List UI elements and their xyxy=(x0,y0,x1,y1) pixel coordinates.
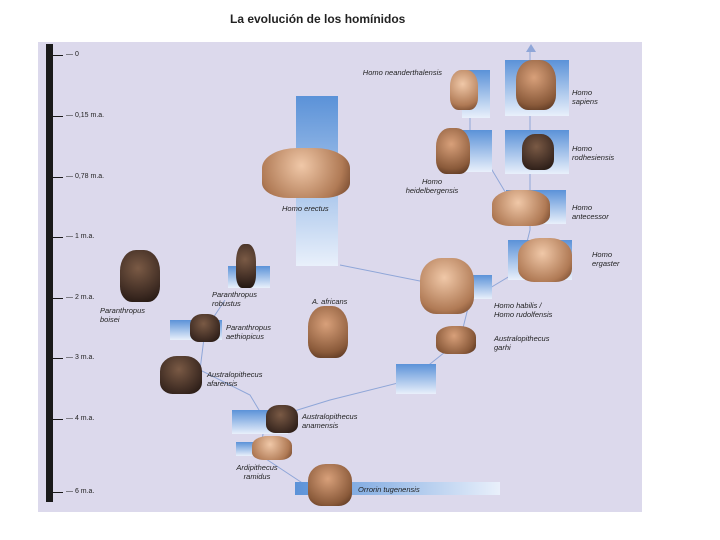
label-aethiopicus-line1: Paranthropus xyxy=(226,323,272,332)
label-anamensis-line1: Australopithecus xyxy=(302,412,358,421)
tick-label: — 0 xyxy=(66,51,79,58)
label-robustus xyxy=(212,290,257,308)
label-habilis-line1: Homo habilis / xyxy=(494,301,542,310)
label-antecessor-line2: antecessor xyxy=(572,212,609,221)
label-sapiens-line2: sapiens xyxy=(572,97,598,106)
label-garhi xyxy=(494,334,549,352)
label-afarensis-line2: afarensis xyxy=(207,379,238,388)
habilis-figure xyxy=(420,258,474,314)
label-ergaster-line2: ergaster xyxy=(592,259,620,268)
erectus-scene xyxy=(262,148,350,198)
label-robustus-line1: Paranthropus xyxy=(212,290,258,299)
antecessor-figure xyxy=(492,190,550,226)
neanderthal-figure xyxy=(450,70,478,110)
label-boisei-line2: boisei xyxy=(100,315,120,324)
label-ergaster-line1: Homo xyxy=(592,250,613,259)
label-ergaster xyxy=(592,250,620,268)
label-afarensis xyxy=(207,370,262,388)
label-ramidus-line1: Ardipithecus xyxy=(236,463,278,472)
tick-label: — 2 m.a. xyxy=(66,294,95,301)
diagram-title: La evolución de los homínidos xyxy=(230,12,406,26)
aethiopicus-figure xyxy=(190,314,220,342)
label-ramidus xyxy=(222,463,292,481)
label-habilis xyxy=(494,301,552,319)
robustus-figure xyxy=(236,244,256,288)
label-sapiens-line1: Homo xyxy=(572,88,593,97)
tugenensis-figure xyxy=(308,464,352,506)
heidelbergensis-figure xyxy=(436,128,470,174)
label-aethiopicus xyxy=(226,323,271,341)
sapiens-figure xyxy=(516,60,556,110)
label-anamensis xyxy=(302,412,357,430)
tick-label: — 1 m.a. xyxy=(66,233,95,240)
label-boisei xyxy=(100,306,145,324)
tick-label: — 0,78 m.a. xyxy=(66,173,105,180)
label-habilis-line2: Homo rudolfensis xyxy=(494,310,553,319)
label-erectus: Homo erectus xyxy=(282,204,329,213)
label-afarensis-line1: Australopithecus xyxy=(207,370,263,379)
label-heidelbergensis-line2: heidelbergensis xyxy=(405,186,459,195)
tick-label: — 4 m.a. xyxy=(66,415,95,422)
label-rhodesiensis xyxy=(572,144,614,162)
anamensis-figure xyxy=(266,405,298,433)
rhodesiensis-figure xyxy=(522,134,554,170)
label-africanus: A. africans xyxy=(312,297,348,306)
label-sapiens xyxy=(572,88,598,106)
label-heidelbergensis xyxy=(392,177,472,195)
garhi-range-box xyxy=(396,364,436,394)
label-heidelbergensis-line1: Homo xyxy=(421,177,442,186)
label-boisei-line1: Paranthropus xyxy=(100,306,146,315)
tick-label: — 3 m.a. xyxy=(66,354,95,361)
label-garhi-line1: Australopithecus xyxy=(494,334,550,343)
label-robustus-line2: robustus xyxy=(212,299,241,308)
label-neanderthalensis: Homo neanderthalensis xyxy=(362,68,442,77)
ergaster-figure xyxy=(518,238,572,282)
boisei-figure xyxy=(120,250,160,302)
garhi-figure xyxy=(436,326,476,354)
afarensis-figure xyxy=(160,356,202,394)
tick-label: — 6 m.a. xyxy=(66,488,95,495)
label-ramidus-line2: ramidus xyxy=(243,472,271,481)
label-anamensis-line2: anamensis xyxy=(302,421,339,430)
ramidus-figure xyxy=(252,436,292,460)
label-antecessor xyxy=(572,203,609,221)
label-garhi-line2: garhi xyxy=(494,343,511,352)
tick-label: — 0,15 m.a. xyxy=(66,112,105,119)
label-antecessor-line1: Homo xyxy=(572,203,593,212)
label-aethiopicus-line2: aethiopicus xyxy=(226,332,264,341)
label-rhodesiensis-line2: rodhesiensis xyxy=(572,153,615,162)
label-rhodesiensis-line1: Homo xyxy=(572,144,593,153)
africanus-figure xyxy=(308,306,348,358)
label-tugenensis: Orrorin tugenensis xyxy=(358,485,420,494)
